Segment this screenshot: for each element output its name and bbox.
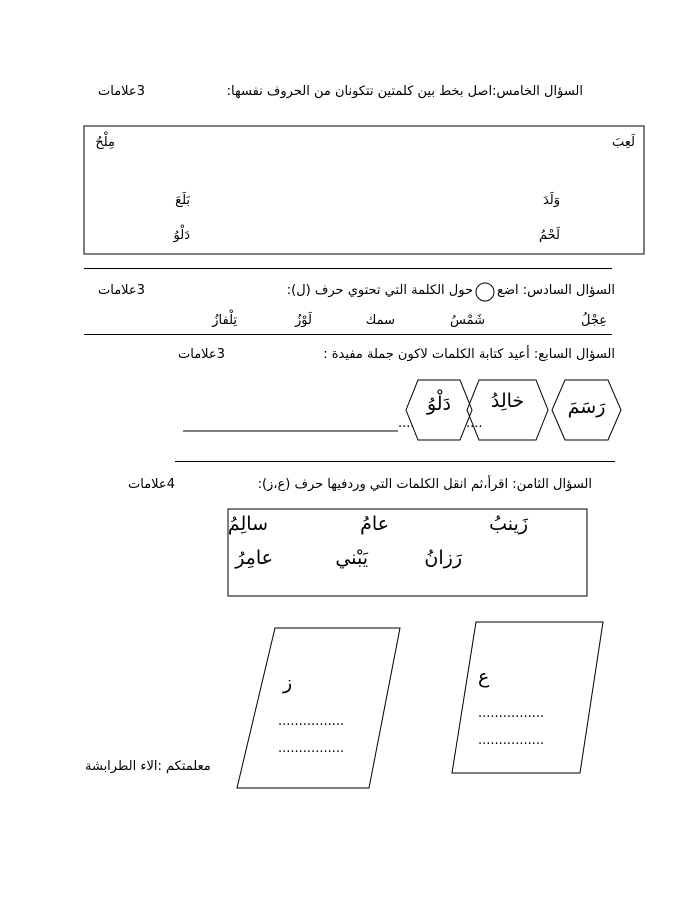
q8-word-3: سالِمُ (227, 513, 268, 535)
teacher-signature: معلمتكم :الاء الطرابشة (85, 759, 211, 774)
q6-word-5: تِلْفازُ (212, 313, 237, 328)
parallelogram-ain (452, 622, 603, 773)
q8-word-4: رَزانُ (424, 547, 462, 569)
ain-dots-1[interactable]: ................ (478, 706, 545, 721)
q8-title: السؤال الثامن: اقرأ،ثم انقل الكلمات التي وردفيها حرف (ع،ز): (257, 477, 592, 492)
q6-marks: 3علامات (98, 283, 145, 298)
q7-marks: 3علامات (178, 347, 225, 362)
q8-word-5: يَبْني (335, 547, 368, 569)
q6-word-2: شَمْسُ (450, 313, 485, 328)
q6-title-part1: السؤال السادس: اضع (497, 283, 615, 298)
q6-word-4: لَوْزُ (295, 313, 312, 328)
q5-word-left-3: دَلْوُ (173, 228, 190, 243)
q5-word-left-1: مِلْحُ (95, 135, 115, 150)
letter-zay: ز (283, 672, 293, 694)
hexagon-word-1: رَسَمَ (567, 396, 606, 418)
ain-dots-2[interactable]: ................ (478, 733, 545, 748)
q6-word-3: سمك (365, 313, 395, 328)
q8-word-1: زَينبُ (489, 513, 528, 535)
divider-3 (175, 461, 615, 462)
q8-word-2: عامُ (360, 513, 389, 535)
divider-1 (84, 268, 612, 269)
hexagon-dots: .... (466, 416, 483, 431)
q6-title-part2: حول الكلمة التي تحتوي حرف (ل): (286, 283, 473, 298)
hexagon-word-2: خالِدُ (490, 390, 525, 412)
q8-word-6: عامِرُ (235, 547, 273, 569)
q5-word-right-1: لَعِبَ (612, 135, 635, 150)
q5-box (84, 126, 644, 254)
divider-2 (84, 334, 612, 335)
q5-word-right-2: وَلَدَ (542, 193, 560, 208)
circle-icon (476, 283, 494, 301)
answer-line-dots: .... (398, 416, 415, 431)
zay-dots-1[interactable]: ................ (278, 714, 345, 729)
q5-word-right-3: لَحْمُ (538, 228, 560, 243)
q8-box (228, 509, 587, 596)
letter-ain: ع (478, 666, 490, 688)
q5-marks: 3علامات (98, 84, 145, 99)
q6-word-1: عِجْلُ (581, 313, 607, 328)
hexagon-word-3: دَلْوُ (426, 393, 452, 415)
q5-word-left-2: بَلَعَ (175, 193, 190, 208)
q7-title: السؤال السابع: أعيد كتابة الكلمات لاكون جملة مفيدة : (323, 347, 615, 362)
zay-dots-2[interactable]: ................ (278, 741, 345, 756)
q8-marks: 4علامات (128, 477, 175, 492)
parallelogram-zay (237, 628, 400, 788)
q5-title: السؤال الخامس:اصل بخط بين كلمتين تتكونان من الحروف نفسها: (226, 84, 583, 99)
